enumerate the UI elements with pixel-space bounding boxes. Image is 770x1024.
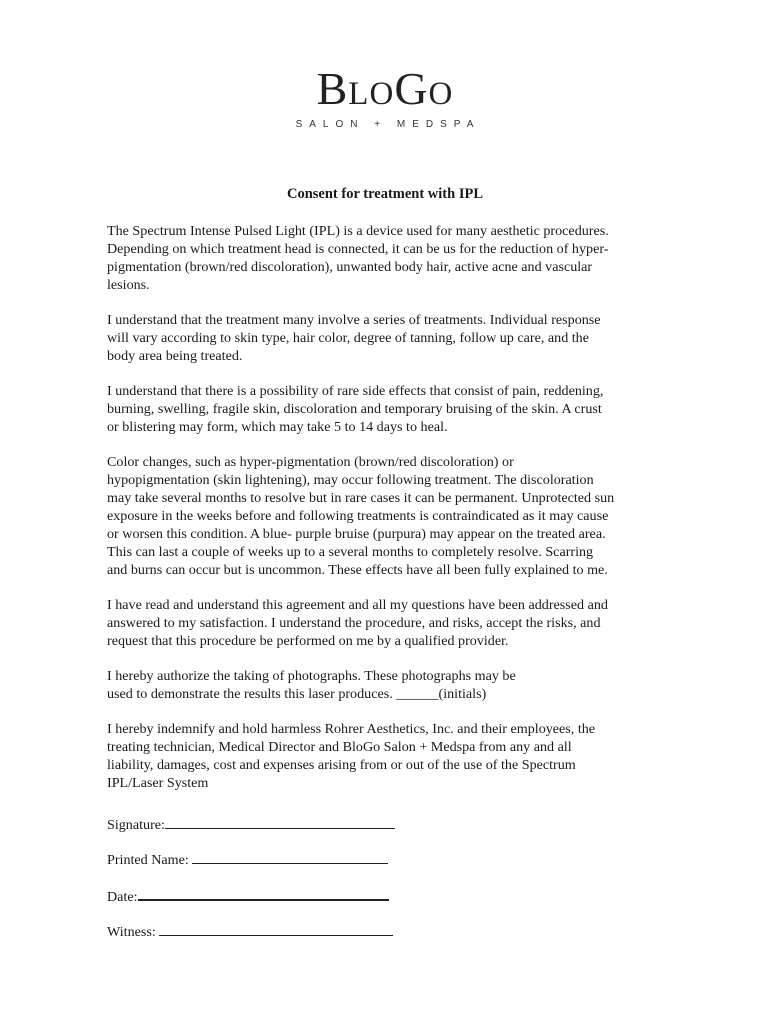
date-label: Date: (107, 889, 138, 905)
signature-label: Signature: (107, 817, 165, 833)
paragraph-photographs: I hereby authorize the taking of photographs. These photographs may be used to demonstrate the results this laser produces. ______(initials) (107, 668, 516, 702)
printed-name-line[interactable] (192, 849, 388, 864)
document-title: Consent for treatment with IPL (287, 186, 483, 202)
paragraph-indemnify: I hereby indemnify and hold harmless Rohrer Aesthetics, Inc. and their employees, the treating technician, Medical Director and BloGo Salon + Medspa from any and all liability, damages, cost and expenses arising from or out of the use of the Spectrum IPL/Laser System (107, 721, 596, 791)
logo-wordmark: BLOGO (316, 63, 454, 114)
printed-name-field[interactable] (107, 849, 388, 869)
signature-line[interactable] (165, 814, 395, 829)
paragraph-color-changes: Color changes, such as hyper-pigmentation (brown/red discoloration) or hypopigmentation (skin lightening), may occur following treatment. The discoloration may take several months to resolve but in rare cases it can be permanent. Unprotected sun exposure in the weeks before and following treatments is contraindicated as it may cause or worsen this condition. A blue- purple bruise (purpura) may appear on the treated area. This can last a couple of weeks up to a several months to completely resolve. Scarring and burns can occur but is uncommon. These effects have all been fully explained to me. (107, 454, 615, 578)
document-body (107, 222, 667, 809)
paragraph-agreement: I have read and understand this agreement and all my questions have been addressed and answered to my satisfaction. I understand the procedure, and risks, accept the risks, and request that this procedure be performed on me by a qualified provider. (107, 597, 608, 649)
paragraph-ipl-description: The Spectrum Intense Pulsed Light (IPL) is a device used for many aesthetic procedures. Depending on which treatment head is connected, it can be us for the reduction of hyper- pigmentation (brown/red discoloration), unwanted body hair, active acne and vascular lesions. (107, 223, 609, 293)
date-line[interactable] (138, 885, 389, 901)
witness-line[interactable] (159, 921, 393, 936)
signature-field[interactable] (107, 814, 395, 834)
blogo-logo (0, 64, 770, 130)
witness-field[interactable] (107, 921, 393, 941)
printed-name-label: Printed Name: (107, 852, 193, 868)
paragraph-treatment-series: I understand that the treatment many involve a series of treatments. Individual response will vary according to skin type, hair color, degree of tanning, follow up care, and the body area being treated. (107, 312, 601, 364)
date-field[interactable] (107, 885, 389, 906)
witness-label: Witness: (107, 924, 160, 940)
paragraph-side-effects: I understand that there is a possibility of rare side effects that consist of pain, reddening, burning, swelling, fragile skin, discoloration and temporary bruising of the skin. A crust or blistering may form, which may take 5 to 14 days to heal. (107, 383, 604, 435)
logo-tagline: SALON + MEDSPA (295, 119, 481, 130)
